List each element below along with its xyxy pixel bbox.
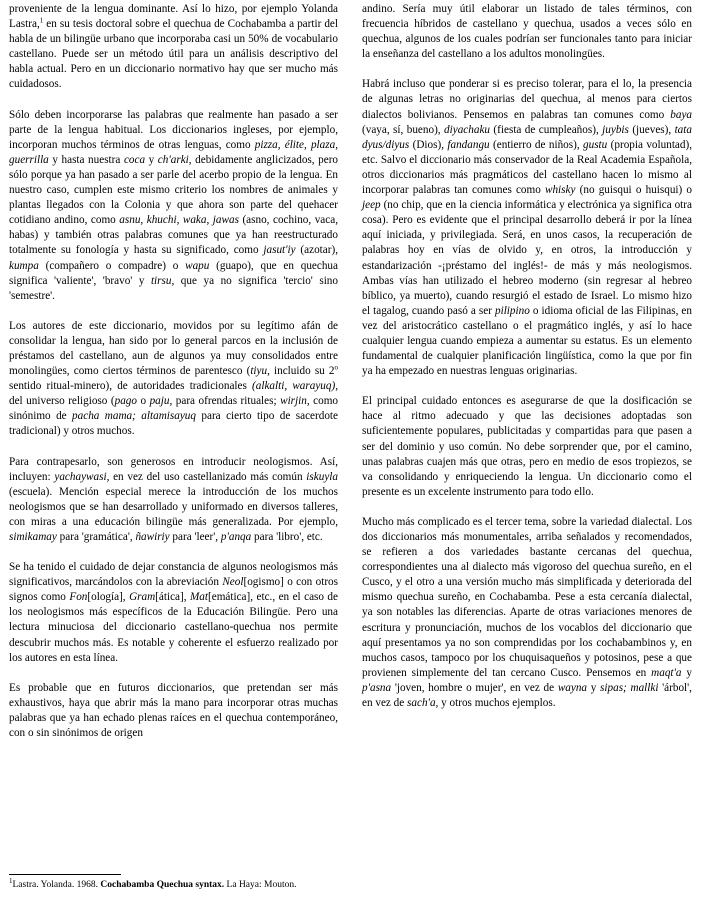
paragraph: Se ha tenido el cuidado de dejar constancia de algunos neologismos más significativos, marcándolos con la abreviación Neol[ogismo] o con otros signos como Fon[ología], Gram[ática], Mat[emática], etc., en el caso de los neologismos más específicos de la Educación Bilingüe. Pero una lectura minuciosa del diccionario castellano-quechua nos permite descubrir muchos más. Es notable y coherente el esfuerzo realizado por los autores en esta línea. (9, 561, 338, 664)
paragraph: Es probable que en futuros diccionarios, que pretendan ser más exhaustivos, haya que abrir más la mano para incorporar otras muchas palabras que ya han echado plenas raíces en el quechua contemporáneo, con o sin sinónimos de origen (9, 681, 338, 740)
left-column (9, 2, 338, 741)
footnote-divider (9, 874, 121, 875)
paragraph: Para contrapesarlo, son generosos en introducir neologismos. Así, incluyen: yachaywasi, en vez del uso castellanizado más común iskuyla (escuela). Mención especial merece la introducción de los muchos neologismos que se han desarrollado y uniformado en diversos talleres, con miras a una educación bilingüe más generalizada. Por ejemplo, simikamay para 'gramática', ñawiriy para 'leer', p'anqa para 'libro', etc. (9, 455, 338, 543)
paragraph: Los autores de este diccionario, movidos por su legítimo afán de consolidar la lengua, han sido por lo general parcos en la inclusión de préstamos del castellano, aun de algunos ya muy consolidados entre monolingües, como ciertos términos de parentesco (tiyu, incluido su 2$^o$ sentido ritual-minero), de autoridades tradicionales (alkalti, warayuq), del universo religioso (pago o paju, para ofrendas rituales; wirjin, como sinónimo de pacha mama; altamisayuq para cierto tipo de sacerdote tradicional) y otros muchos. (9, 319, 339, 438)
paragraph: Mucho más complicado es el tercer tema, sobre la variedad dialectal. Los dos diccionarios más monumentales, arriba señalados y recomendados, se refieren a dos variedades bastante cercanas del quechua, correspondientes una al dialecto más vigoroso del quechua sureño, en el Cusco, y el otro a una versión mucho más simplificada y deteriorada del mismo quechua sureño, en Cochabamba. Pese a esta cercanía dialectal, ya son notables las diferencias. Aparte de otras variaciones menores de escritura y pronunciación, muchos de los vocablos del diccionario que aquí presentamos ya no son comprendidas por los cochabambinos y, en muchos casos, tampoco por los chuquisaqueños y potosinos, pese a que provienen simplemente del tan cercano Cusco. Pensemos en maqt'a y p'asna 'joven, hombre o mujer', en vez de wayna y sipas; mallki 'árbol', en vez de sach'a, y otros muchos ejemplos. (362, 515, 693, 710)
paragraph: Habrá incluso que ponderar si es preciso tolerar, para el lo, la presencia de algunas letras no originarias del quechua, al menos para ciertos dialectos bolivianos. Pensemos en palabras tan comunes como baya (vaya, sí, bueno), diyachaku (fiesta de cumpleaños), juybis (jueves), tata dyus/diyus (Dios), fandangu (entierro de niños), gustu (propia voluntad), etc. Salvo el diccionario más conservador de la Real Academia Española, otros diccionarios más pragmáticos del castellano hacen lo mismo al incorporar palabras tan comunes como whisky (no guisqui o huisqui) o jeep (no chip, que en la ciencia informática y electrónica ya significa otra cosa). Pero es evidente que el principal desarrollo deberá ir por la línea aquí iniciada, y privilegiada. Será, en unos casos, la recuperación de palabras hoy en vías de olvido y, en otros, la introducción y estandarización -¡préstamo del inglés!- de más y más neologismos. Ambas vías han utilizado el hebreo moderno (sin regresar al hebreo bíblico, ya muerto), cuando resurgió el estado de Israel. Lo mismo hizo el tagalog, cuando pasó a ser pilipino o idioma oficial de las Filipinas, en vez del aristocrático castellano o el pragmático inglés, y así lo hace cualquier lengua cuando empieza a aumentar su estatus. Es un elemento fundamental de cualquier planificación lingüística, como la que por fin ya ha empezado en nuestras lenguas originarias. (362, 78, 693, 378)
paragraph: andino. Sería muy útil elaborar un listado de tales términos, con frecuencia híbridos de castellano y quechua, usados a veces sólo en quechua, algunos de los cuales podrían ser funcionales tanto para iniciar la enseñanza del castellano a los adultos monolingües. (362, 3, 692, 61)
paragraph: proveniente de la lengua dominante. Así lo hizo, por ejemplo Yolanda Lastra,$^1$ en su tesis doctoral sobre el quechua de Cochabamba a partir del habla de un bilingüe urbano que incorporaba casi un 50% de vocabulario castellano. Puede ser un método útil para un análisis descriptivo del habla actual. Pero en un diccionario normativo hay que ser mucho más cuidadosos. (9, 3, 338, 91)
footnote: $^1$Lastra. Yolanda. 1968. Cochabamba Quechua syntax. La Haya: Mouton. (9, 876, 297, 890)
paragraph: El principal cuidado entonces es asegurarse de que la dosificación se hace al ritmo adecuado y que las decisiones adoptadas son suficientemente populares, publicitadas y compartidas para que pasen a ser del dominio y uso común. No debe sorprender que, por el camino, unas palabras cuajen más que otras, pero en medio de esos tropiezos, se va consolidando y enriqueciendo la lengua. Un diccionario como el presente es un excelente instrumento para todo ello. (362, 395, 692, 498)
right-column (362, 2, 692, 711)
paragraph: Sólo deben incorporarse las palabras que realmente han pasado a ser parte de la lengua habitual. Los diccionarios ingleses, por ejemplo, incorporan muchos términos de otras lenguas, como pizza, élite, plaza, guerrilla y hasta nuestra coca y ch'arki, debidamente anglicizados, pero sólo porque ya han pasado a ser parle del acerbo propio de la lengua. En nuestro caso, cumplen este mismo criterio los nombres de animales y plantas llegados con la Colonia y que ahora son parte del quehacer cotidiano andino, como asnu, khuchi, waka, jawas (asno, cochino, vaca, habas) y también otras palabras comunes que ya han reestructurado totalmente su fonología y hasta su significado, como jasut'iy (azotar), kumpa (compañero o compadre) o wapu (guapo), que en quechua significa 'valiente', 'bravo' y tirsu, que ya no significa 'tercio' sino 'semestre'. (9, 108, 339, 302)
